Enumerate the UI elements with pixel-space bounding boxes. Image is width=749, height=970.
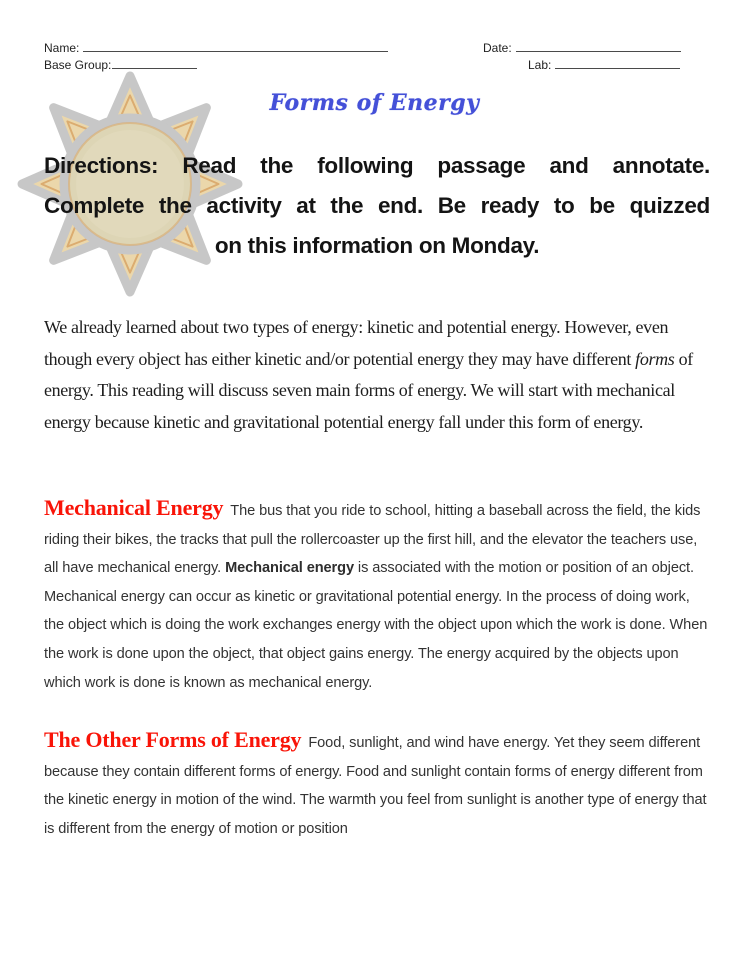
section-body-after-bold: is associated with the motion or position of an object. Mechanical energy can occur as kinetic or gravitational potential energy. In the process of doing work, the object which is doing the work exchanges energy with the object upon which the work is done. When the work is done upon the object, that object gains energy. The energy acquired by the objects upon which work is done is known as mechanical energy. [44,560,708,691]
directions-block [44,146,710,266]
section-body-before-bold: The bus that you ride to school, hitting a baseball across the field, the kids riding their bikes, the tracks that pull the rollercoaster up the first hill, and the elevator the teachers use, all have mechanical energy. [44,503,701,577]
intro-text-after: of energy. This reading will discuss seven main forms of energy. We will start with mechanical energy because kinetic and gravitational potential energy fall under this form of energy. [44,348,693,432]
section-other-forms [44,726,712,843]
name-row [44,40,388,57]
base-group-row [44,57,388,74]
date-blank-line [516,40,681,52]
lab-blank-line [555,57,680,69]
directions-line: Complete the activity at the end. Be ready to be quizzed [44,193,710,218]
date-row [483,40,681,57]
directions-line: on this information on Monday. [214,233,540,258]
section-heading-mechanical-energy: Mechanical Energy [44,495,224,520]
section-body: Food, sunlight, and wind have energy. Yet they seem different because they contain different forms of energy. Food and sunlight contain forms of energy different from the kinetic energy in motion of the wind. The warmth you feel from sunlight is another type of energy that is different from the energy of motion or position [44,735,707,837]
page-title: Forms of Energy [269,90,480,116]
intro-italic-word: forms [635,348,675,369]
section-bold-phrase: Mechanical energy [225,560,354,577]
section-mechanical-energy [44,494,712,697]
section-heading-other-forms: The Other Forms of Energy [44,727,302,752]
header-right [483,40,681,74]
date-label: Date: [483,41,512,55]
intro-text-before: We already learned about two types of energy: kinetic and potential energy. However, even though every object has either kinetic and/or potential energy they may have different [44,317,669,369]
base-group-label: Base Group: [44,58,112,72]
name-blank-line [83,40,388,52]
intro-paragraph [44,312,712,438]
lab-row [483,57,681,74]
header-left [44,40,388,74]
lab-label: Lab: [528,58,552,72]
directions-line: Directions: Read the following passage and annotate. [44,153,710,178]
base-group-blank-line [112,57,197,69]
name-label: Name: [44,41,80,55]
